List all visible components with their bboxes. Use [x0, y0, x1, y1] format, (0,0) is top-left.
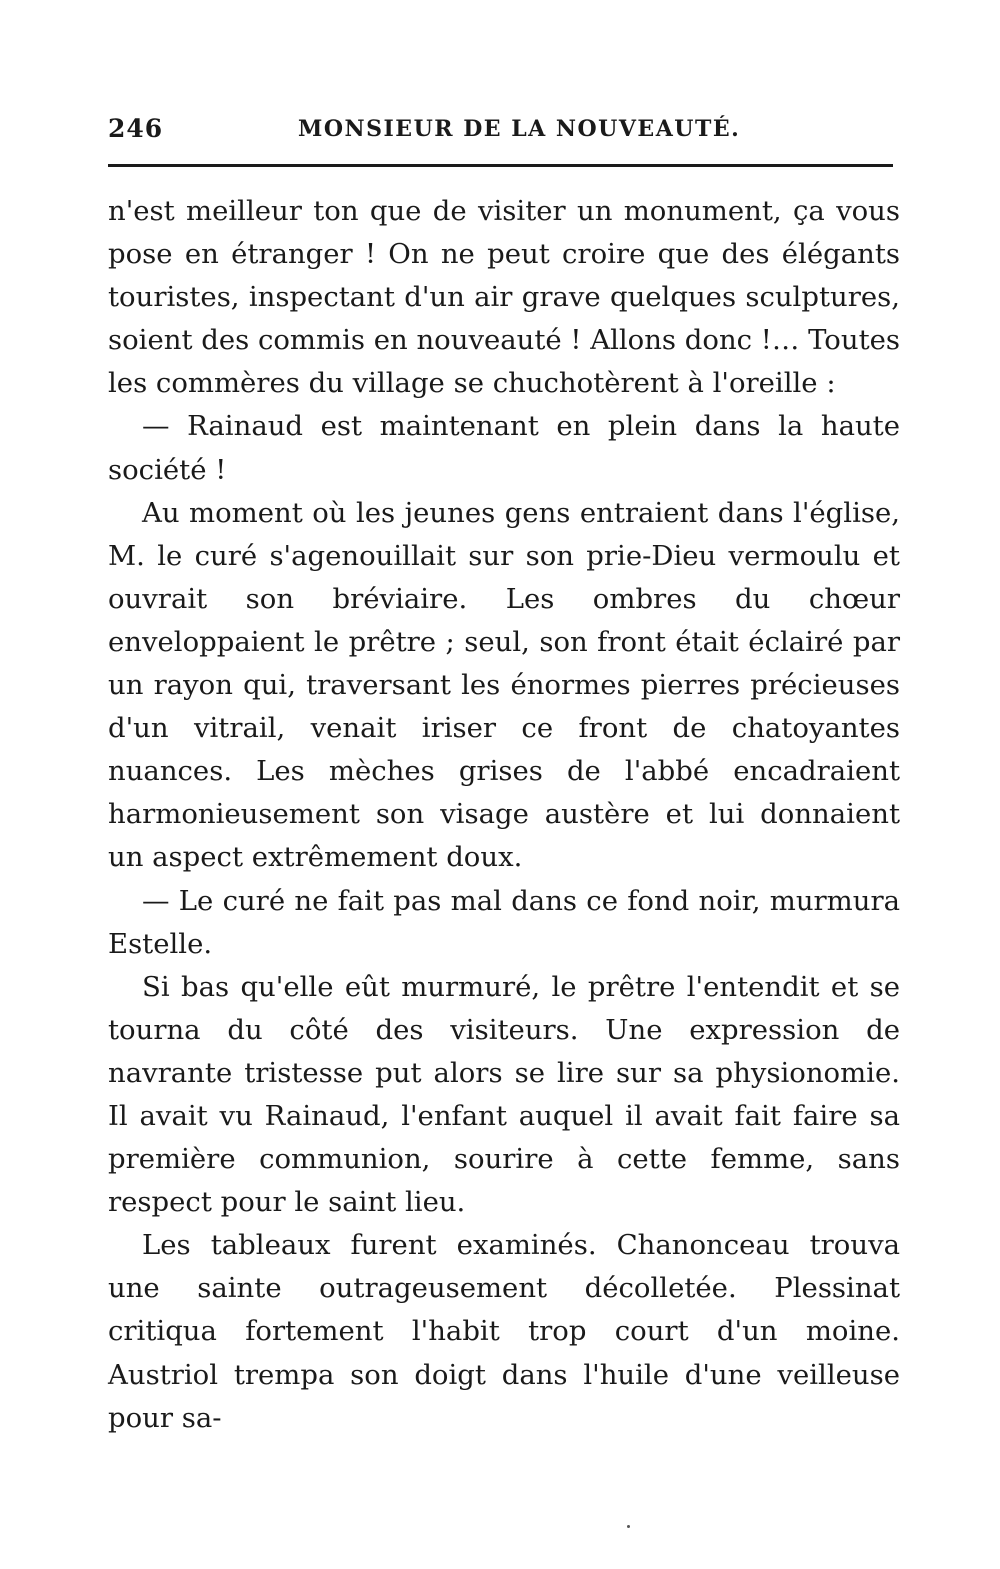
header-rule — [108, 164, 893, 167]
paragraph: Si bas qu'elle eût murmuré, le prêtre l'entendit et se tourna du côté des visiteurs. Une expression de navrante tristesse put alors se lire sur sa physionomie. Il avait vu Rainaud, l'enfant auquel il avait fait faire sa première communion, sourire à cette femme, sans respect pour le saint lieu. — [108, 970, 900, 1219]
ink-speck — [627, 1525, 630, 1528]
paragraph: — Rainaud est maintenant en plein dans la haute société ! — [108, 410, 900, 486]
page-number: 246 — [108, 114, 164, 143]
paragraph: Les tableaux furent examinés. Chanonceau trouva une sainte outrageusement décolletée. Plessinat critiqua fortement l'habit trop court d'un moine. Austriol trempa son doigt dans l'huile d'une veilleuse pour sa- — [108, 1229, 900, 1434]
paragraph: — Le curé ne fait pas mal dans ce fond noir, murmura Estelle. — [108, 884, 900, 960]
book-page — [108, 100, 901, 1434]
body-text — [108, 190, 900, 1440]
paragraph: Au moment où les jeunes gens entraient dans l'église, M. le curé s'agenouillait sur son prie-Dieu vermoulu et ouvrait son bréviaire. Les ombres du chœur enveloppaient le prêtre ; seul, son front était éclairé par un rayon qui, traversant les énormes pierres précieuses d'un vitrail, venait iriser ce front de chatoyantes nuances. Les mèches grises de l'abbé encadraient harmonieusement son visage austère et lui donnaient un aspect extrêmement doux. — [108, 496, 900, 874]
page-header — [108, 100, 900, 143]
paragraph: n'est meilleur ton que de visiter un monument, ça vous pose en étranger ! On ne peut croire que des élégants touristes, inspectant d'un air grave quelques sculptures, soient des commis en nouveauté ! Allons donc !… Toutes les commères du village se chuchotèrent à l'oreille : — [108, 195, 901, 400]
running-title: MONSIEUR DE LA NOUVEAUTÉ. — [298, 116, 741, 142]
